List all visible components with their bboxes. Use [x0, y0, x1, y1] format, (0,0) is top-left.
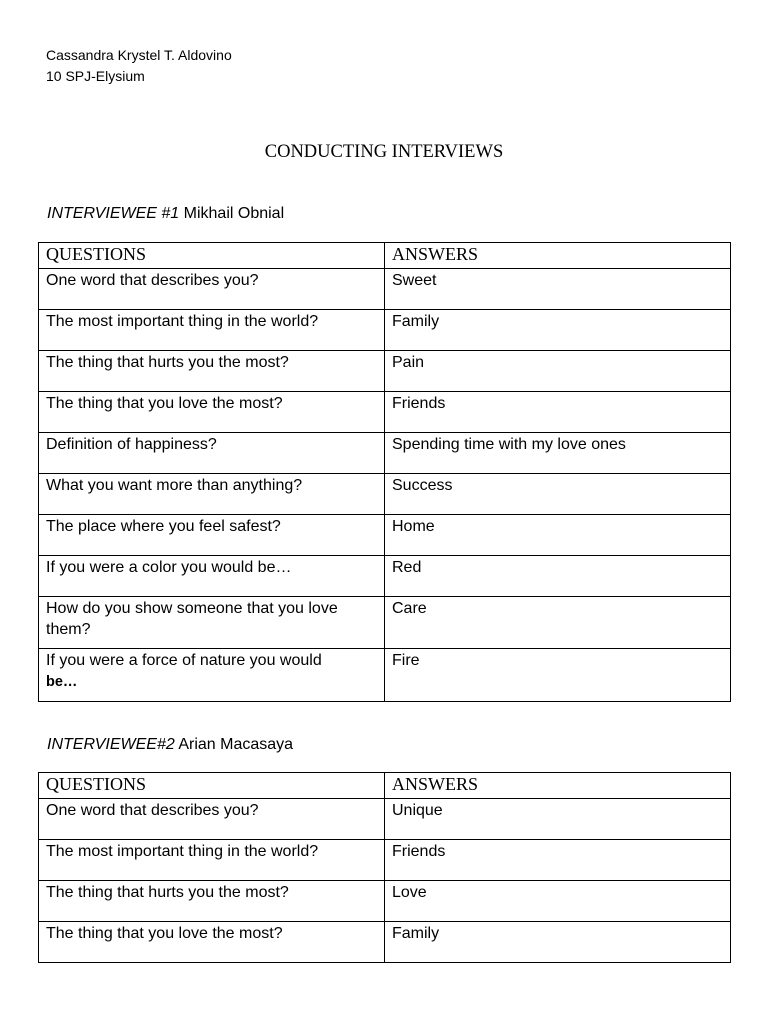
table-row	[39, 840, 731, 881]
question-cell: If you were a color you would be…	[39, 556, 385, 597]
question-cell: The place where you feel safest?	[39, 515, 385, 556]
answer-cell: Care	[385, 597, 731, 649]
question-cell: Definition of happiness?	[39, 433, 385, 474]
answer-cell: Love	[385, 881, 731, 922]
answer-cell: Sweet	[385, 269, 731, 310]
interviewee-1-name: Mikhail Obnial	[183, 205, 285, 222]
interview-2-table	[38, 772, 731, 963]
question-cell: What you want more than anything?	[39, 474, 385, 515]
question-text: If you were a force of nature you would	[46, 652, 322, 669]
table-header-row	[39, 773, 731, 799]
question-cell: The most important thing in the world?	[39, 840, 385, 881]
table-row	[39, 269, 731, 310]
answers-header: ANSWERS	[385, 243, 731, 269]
answer-cell: Family	[385, 310, 731, 351]
table-row	[39, 922, 731, 963]
answer-cell: Fire	[385, 649, 731, 702]
interviewee-1-heading	[47, 205, 284, 223]
interviewee-2-label: INTERVIEWEE#2	[47, 736, 175, 753]
question-cell: One word that describes you?	[39, 799, 385, 840]
answers-header: ANSWERS	[385, 773, 731, 799]
answer-cell: Success	[385, 474, 731, 515]
table-row	[39, 649, 731, 702]
student-section: 10 SPJ-Elysium	[46, 68, 145, 84]
question-cell: The thing that hurts you the most?	[39, 881, 385, 922]
question-cell: The thing that you love the most?	[39, 392, 385, 433]
questions-header: QUESTIONS	[39, 773, 385, 799]
table-row	[39, 515, 731, 556]
table-row	[39, 474, 731, 515]
answer-cell: Home	[385, 515, 731, 556]
table-header-row	[39, 243, 731, 269]
table-row	[39, 433, 731, 474]
question-cell: How do you show someone that you love them?	[39, 597, 385, 649]
question-text-cont: be…	[46, 674, 78, 690]
student-name: Cassandra Krystel T. Aldovino	[46, 47, 232, 63]
table-row	[39, 392, 731, 433]
page-title: CONDUCTING INTERVIEWS	[264, 142, 504, 162]
answer-cell: Spending time with my love ones	[385, 433, 731, 474]
student-info	[46, 45, 232, 87]
table-row	[39, 351, 731, 392]
question-cell: The thing that you love the most?	[39, 922, 385, 963]
question-cell: The most important thing in the world?	[39, 310, 385, 351]
table-row	[39, 310, 731, 351]
answer-cell: Family	[385, 922, 731, 963]
answer-cell: Friends	[385, 840, 731, 881]
question-cell	[39, 649, 385, 702]
interviewee-1-label: INTERVIEWEE #1	[47, 205, 180, 222]
question-cell: The thing that hurts you the most?	[39, 351, 385, 392]
interview-1-table	[38, 242, 731, 702]
table-row	[39, 597, 731, 649]
answer-cell: Red	[385, 556, 731, 597]
questions-header: QUESTIONS	[39, 243, 385, 269]
answer-cell: Friends	[385, 392, 731, 433]
question-cell: One word that describes you?	[39, 269, 385, 310]
interviewee-2-name: Arian Macasaya	[178, 736, 294, 753]
table-row	[39, 881, 731, 922]
answer-cell: Unique	[385, 799, 731, 840]
answer-cell: Pain	[385, 351, 731, 392]
interviewee-2-heading	[47, 736, 293, 754]
table-row	[39, 799, 731, 840]
table-row	[39, 556, 731, 597]
